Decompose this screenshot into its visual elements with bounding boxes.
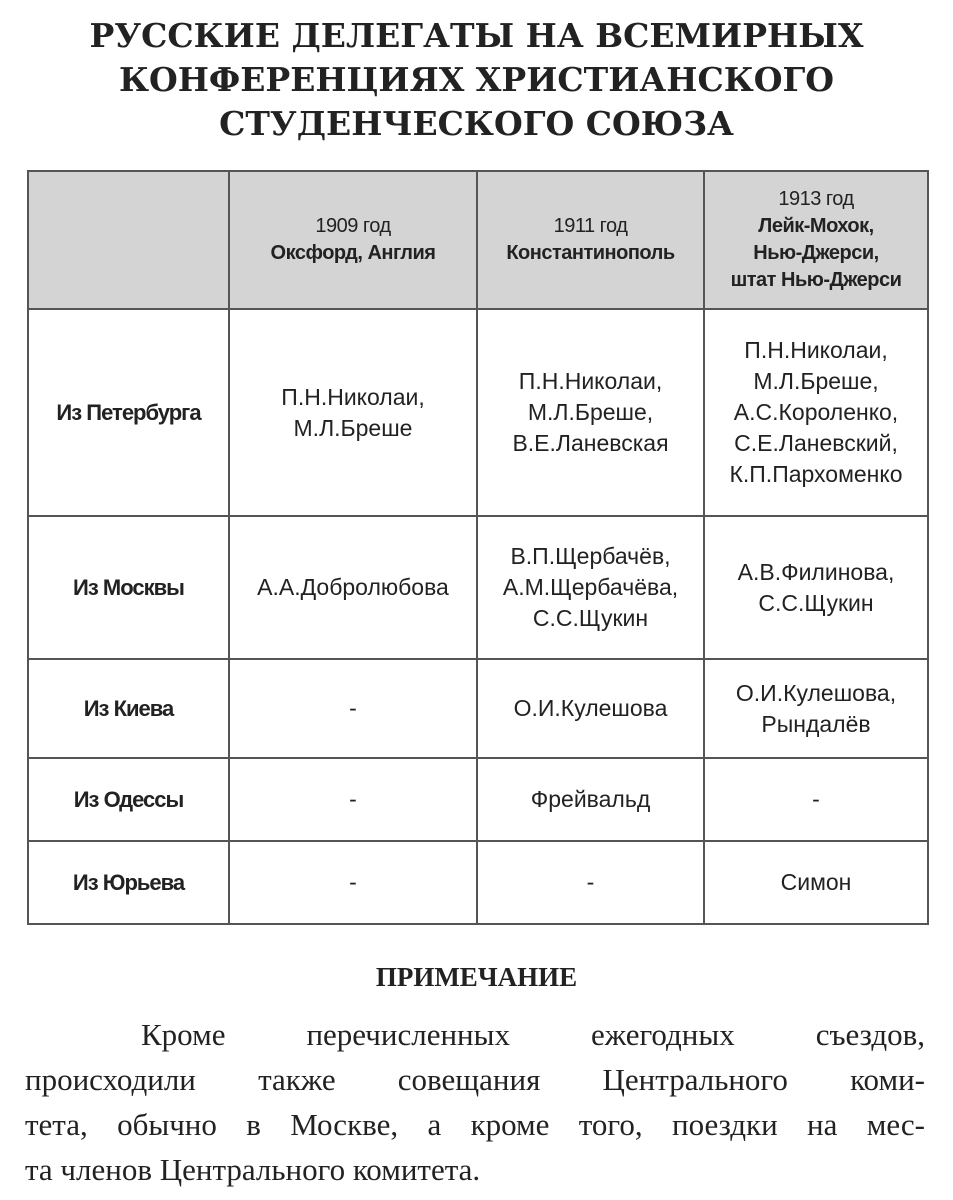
delegate-name: В.Е.Ланевская [512,430,669,456]
row-label: Из Одессы [28,758,229,841]
table-row [28,758,928,841]
title-line: КОНФЕРЕНЦИЯХ ХРИСТИАНСКОГО [118,60,835,99]
delegate-name: - [812,786,820,812]
row-label: Из Петербурга [28,309,229,516]
delegate-name: М.Л.Бреше, [527,399,654,425]
delegates-cell [704,758,928,841]
delegates-cell [704,516,928,659]
delegate-name: О.И.Кулешова, [735,679,897,706]
delegate-name: С.С.Щукин [758,589,874,616]
header-cell-1909 [229,171,477,309]
note-paragraph [25,1012,925,1192]
delegate-name: - [349,786,357,812]
delegates-cell [229,841,477,924]
note-line: тета, обычно в Москве, а кроме того, поездки на мес- [25,1107,925,1142]
table-header-row [28,171,928,309]
delegates-table [27,170,929,925]
header-cell-1913 [704,171,928,309]
table-row [28,309,928,516]
header-cell-1911 [477,171,704,309]
place-label: Лейк-Мохок, [758,215,874,237]
delegate-name: А.С.Короленко, [733,399,899,425]
row-label: Из Москвы [28,516,229,659]
document-title [0,14,953,146]
delegate-name: М.Л.Бреше [293,414,413,441]
year-label: 1911 год [553,215,628,237]
place-label: Константинополь [506,242,675,264]
delegate-name: О.И.Кулешова [513,695,668,721]
delegate-name: П.Н.Николаи, [518,368,663,394]
delegate-name: Фрейвальд [530,786,651,812]
row-label: Из Юрьева [28,841,229,924]
note-line: та членов Центрального комитета. [25,1152,481,1187]
place-label: Нью-Джерси, [753,242,879,264]
delegates-cell [704,309,928,516]
delegates-cell [229,309,477,516]
delegate-name: Рындалёв [761,710,871,737]
delegates-cell [477,516,704,659]
delegates-cell [477,309,704,516]
place-label: Оксфорд, Англия [270,242,436,264]
delegate-name: - [349,869,357,895]
delegate-name: А.В.Филинова, [737,558,895,585]
delegate-name: В.П.Щербачёв, [510,543,671,569]
delegates-cell [229,659,477,758]
delegates-cell [477,659,704,758]
delegates-cell [229,516,477,659]
place-label: штат Нью-Джерси [730,269,902,291]
note-title: ПРИМЕЧАНИЕ [375,962,578,992]
table-row [28,659,928,758]
title-line: РУССКИЕ ДЕЛЕГАТЫ НА ВСЕМИРНЫХ [89,16,864,55]
delegate-name: А.А.Добролюбова [257,574,449,600]
table-row [28,516,928,659]
delegates-cell [704,841,928,924]
row-label: Из Киева [28,659,229,758]
note-line: Кроме перечисленных ежегодных съездов, [141,1017,925,1052]
delegate-name: К.П.Пархоменко [729,461,903,487]
delegates-cell [477,841,704,924]
delegate-name: С.С.Щукин [532,605,649,631]
year-label: 1909 год [315,215,391,237]
delegate-name: С.Е.Ланевский, [734,430,898,456]
year-label: 1913 год [778,188,854,210]
delegate-name: - [586,869,595,895]
header-empty-cell [28,171,229,309]
title-line: СТУДЕНЧЕСКОГО СОЮЗА [219,104,734,143]
delegates-cell [229,758,477,841]
table-row [28,841,928,924]
delegate-name: А.М.Щербачёва, [502,574,679,600]
delegates-cell [704,659,928,758]
delegate-name: П.Н.Николаи, [744,337,888,363]
delegate-name: Симон [780,869,852,895]
delegates-cell [477,758,704,841]
delegate-name: - [349,695,357,721]
delegate-name: М.Л.Бреше, [753,368,879,394]
delegate-name: П.Н.Николаи, [281,383,425,410]
note-line: происходили также совещания Центрального коми- [25,1062,925,1097]
